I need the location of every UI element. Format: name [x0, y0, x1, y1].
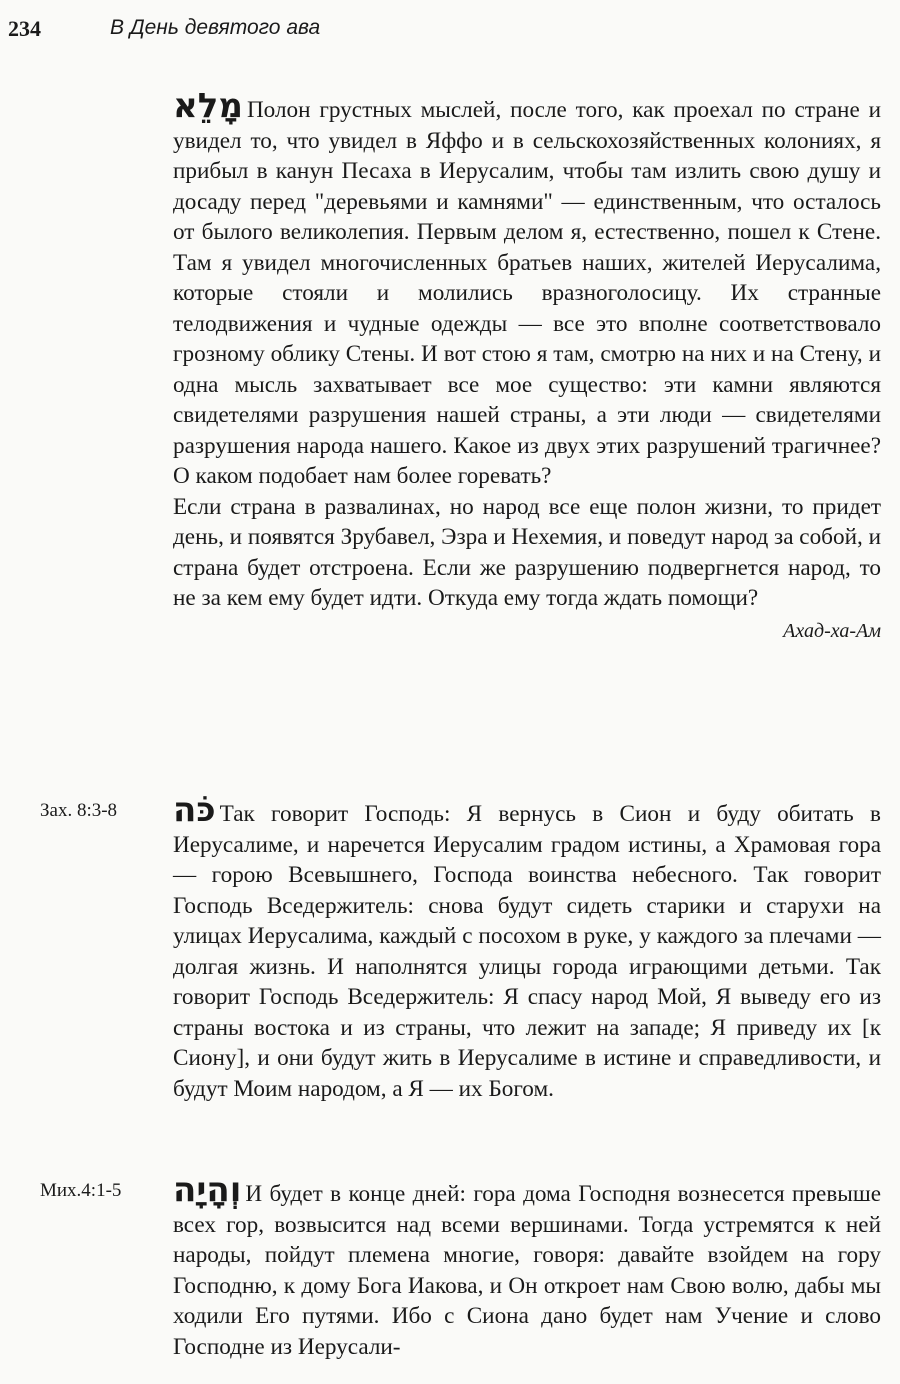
section-body	[173, 790, 881, 1104]
paragraph-text: И будет в конце дней: гора дома Господня вознесется превыше всех гор, возвысится над всеми вершинами. Тогда устремятся к ней народы, пойдут племена многие, говоря: давайте взойдем на гору Господню, к дому Бога Иакова, и Он откроет нам Свою волю, дабы мы ходили Его путями. Ибо с Сиона дано будет нам Учение и слово Господне из Иерусали-	[173, 1181, 881, 1360]
page-header	[0, 16, 900, 48]
paragraph-text: Так говорит Господь: Я вернусь в Сион и буду обитать в Иерусалиме, и наречется Иерусалим градом истины, а Храмовая гора — горою Всевышнего, Господа воинства небесного. Так говорит Господь Вседержитель: снова будут сидеть старики и старухи на улицах Иерусалима, каждый с посохом в руке, у каждого за плечами — долгая жизнь. И наполнятся улицы города играющими детьми. Так говорит Господь Вседержитель: Я спасу народ Мой, Я выведу его из страны востока и из страны, что лежит на западе; Я приведу их [к Сиону], и они будут жить в Иерусалиме в истине и справедливости, и будут Моим народом, а Я — их Богом.	[173, 801, 881, 1102]
running-title: В День девятого ава	[110, 16, 321, 39]
paragraph	[173, 492, 881, 614]
paragraph	[173, 86, 881, 492]
page-number: 234	[8, 16, 41, 41]
paragraph-text: Полон грустных мыслей, после того, как проехал по стране и увидел то, что увидел в Яффо и в сельскохозяйственных колониях, я прибыл в канун Песаха в Иерусалим, чтобы там излить свою душу и досаду перед "деревьями и камнями" — единственным, что осталось от былого великолепия. Первым делом я, естественно, пошел к Стене. Там я увидел многочисленных братьев наших, жителей Иерусалима, которые стояли и молились вразноголосицу. Их странные телодвижения и чудные одежды — все это вполне соответствовало грозному облику Стены. И вот стою я там, смотрю на них и на Стену, и одна мысль захватывает все мое существо: эти камни являются свидетелями разрушения нашей страны, а эти люди — свидетелями разрушения народа нашего. Какое из двух этих разрушений трагичнее? О каком подобает нам более горевать?	[173, 97, 881, 489]
paragraph-text: Если страна в развалинах, но народ все еще полон жизни, то придет день, и появятся Зрубавел, Эзра и Нехемия, и поведут народ за собой, и страна будет отстроена. Если же разрушению подвергнется народ, то не за кем ему будет идти. Откуда ему тогда ждать помощи?	[173, 493, 881, 611]
hebrew-incipit: מָלֵא	[173, 86, 243, 126]
attribution: Ахад-ха-Ам	[783, 619, 881, 642]
scripture-reference: Мих.4:1-5	[40, 1180, 122, 1201]
paragraph	[173, 790, 881, 1104]
section-body	[173, 86, 881, 644]
scripture-reference: Зах. 8:3-8	[40, 800, 118, 821]
hebrew-incipit: כֹּה	[173, 790, 216, 830]
section-body	[173, 1170, 881, 1362]
paragraph	[173, 1170, 881, 1362]
hebrew-incipit: וְהָיָה	[173, 1170, 242, 1210]
